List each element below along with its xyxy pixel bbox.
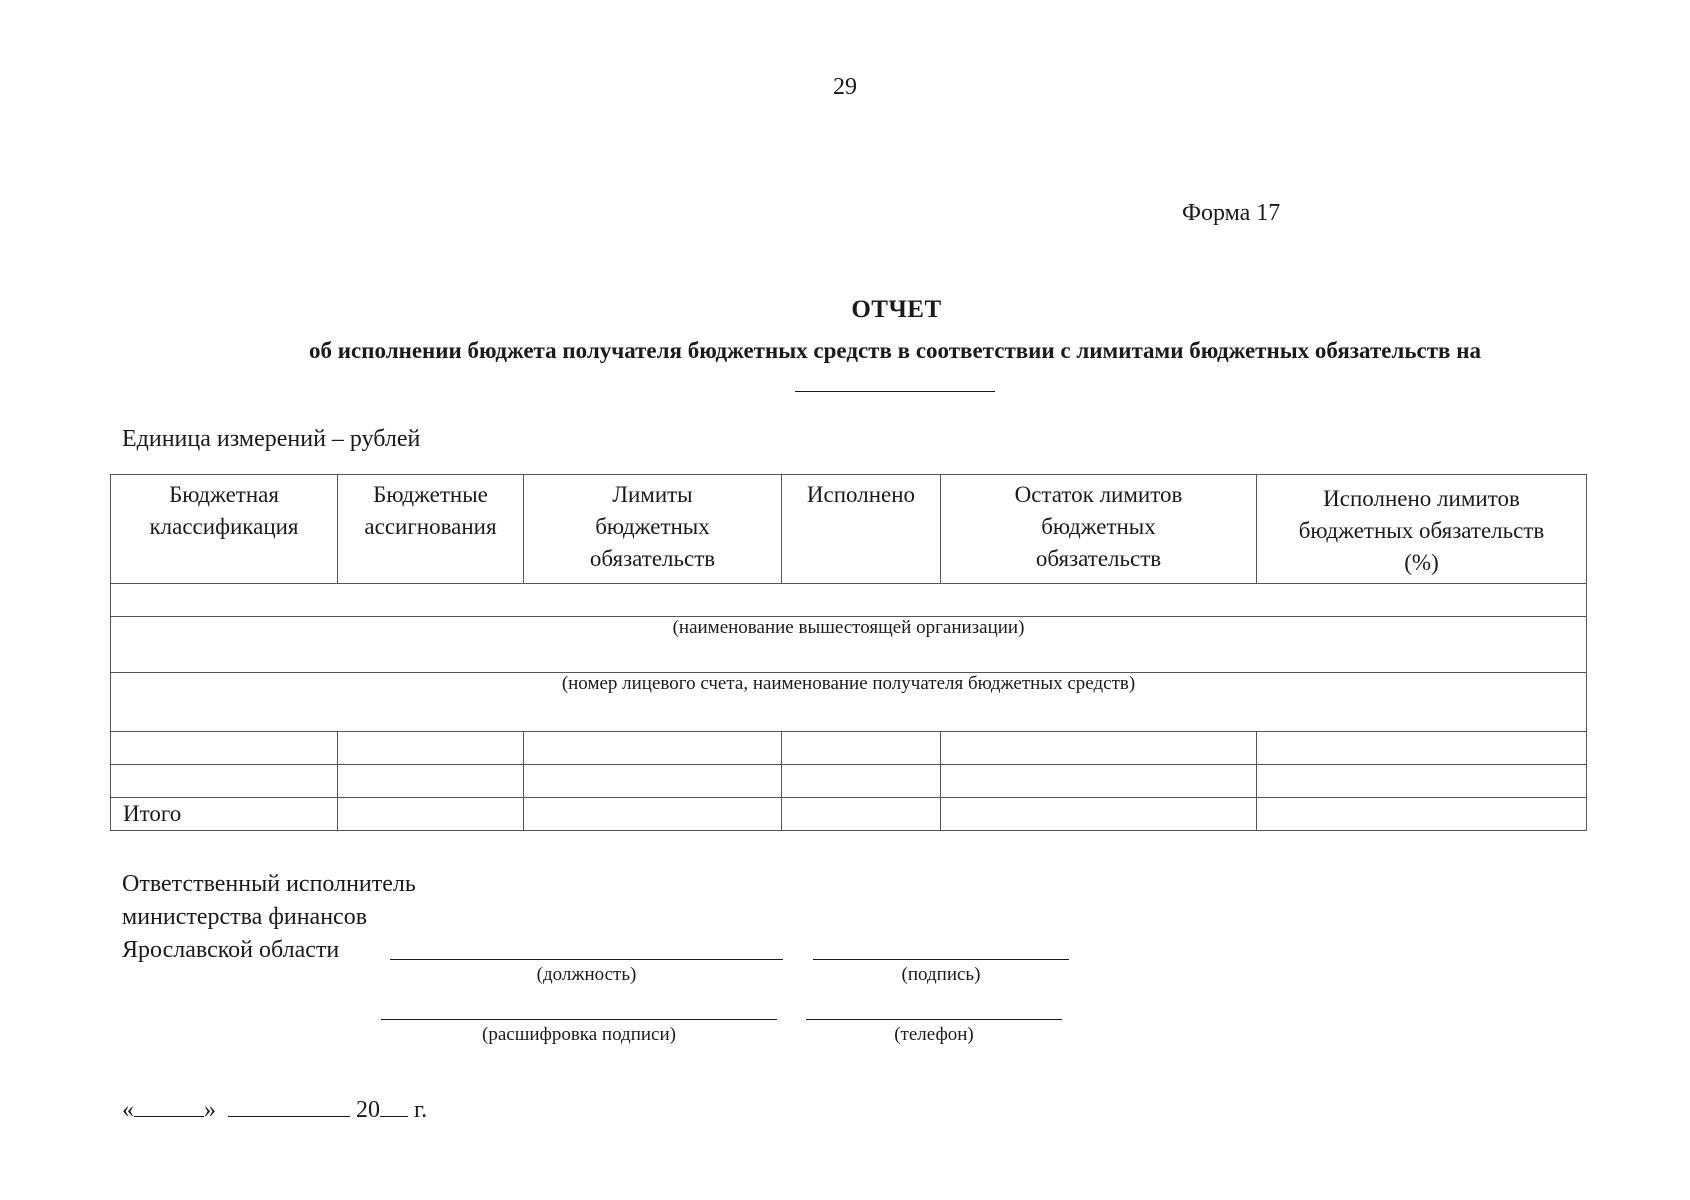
units-label: Единица измерений – рублей — [122, 426, 421, 452]
table-cell[interactable] — [1257, 732, 1587, 765]
column-header — [111, 475, 338, 584]
column-header-text: Остаток лимитов бюджетных обязательств — [1014, 482, 1183, 571]
column-header-text: Исполнено лимитов бюджетных обязательств (%) — [1298, 486, 1545, 575]
table-cell[interactable] — [524, 798, 782, 831]
phone-line[interactable] — [806, 1019, 1062, 1020]
date-close-quote: » — [204, 1097, 216, 1123]
date-line — [122, 1096, 427, 1124]
table-cell[interactable] — [782, 798, 941, 831]
date-open-quote: « — [122, 1097, 134, 1123]
table-cell[interactable] — [111, 732, 338, 765]
report-table — [110, 474, 1587, 831]
signature-caption: (подпись) — [901, 964, 981, 985]
column-header-text: Бюджетная классификация — [149, 482, 299, 539]
form-label: Форма 17 — [1182, 200, 1281, 226]
table-row — [111, 673, 1587, 732]
table-cell[interactable] — [941, 732, 1257, 765]
column-header — [524, 475, 782, 584]
column-header — [1257, 475, 1587, 584]
report-subtitle — [250, 334, 1540, 402]
responsible-line: Ответственный исполнитель — [122, 871, 416, 897]
responsible-line: Ярославской области — [122, 937, 340, 963]
column-header-text: Бюджетные ассигнования — [364, 482, 497, 539]
signature-decode-caption: (расшифровка подписи) — [482, 1024, 676, 1045]
table-header-row — [111, 475, 1587, 584]
date-year-prefix: 20 — [356, 1097, 380, 1123]
table-row — [111, 732, 1587, 765]
responsible-block — [122, 868, 416, 967]
column-header — [338, 475, 524, 584]
table-cell[interactable] — [1257, 765, 1587, 798]
date-month-blank[interactable] — [228, 1096, 350, 1117]
signature-decode-line[interactable] — [381, 1019, 777, 1020]
report-title: ОТЧЕТ — [851, 296, 942, 323]
table-cell[interactable] — [524, 765, 782, 798]
report-date-blank — [795, 369, 995, 392]
table-cell[interactable] — [941, 765, 1257, 798]
report-subtitle-text: об исполнении бюджета получателя бюджетных средств в соответствии с лимитами бюджетных обязательств на — [309, 338, 1481, 363]
table-cell[interactable] — [111, 584, 1587, 617]
table-cell[interactable] — [782, 765, 941, 798]
date-year-suffix: г. — [414, 1097, 428, 1123]
table-cell[interactable] — [338, 765, 524, 798]
table-cell[interactable] — [782, 732, 941, 765]
page-number: 29 — [833, 74, 857, 100]
table-cell[interactable] — [338, 798, 524, 831]
table-cell[interactable] — [111, 765, 338, 798]
column-header-text: Исполнено — [806, 482, 916, 507]
total-label: Итого — [111, 798, 338, 831]
responsible-line: министерства финансов — [122, 904, 368, 930]
table-row — [111, 617, 1587, 673]
signature-line[interactable] — [813, 959, 1069, 960]
date-day-blank[interactable] — [134, 1096, 204, 1117]
table-cell[interactable] — [941, 798, 1257, 831]
position-line[interactable] — [390, 959, 783, 960]
org-name-note[interactable]: (наименование вышестоящей организации) — [111, 617, 1587, 673]
phone-caption: (телефон) — [894, 1024, 974, 1045]
table-row — [111, 765, 1587, 798]
total-row — [111, 798, 1587, 831]
date-year-blank[interactable] — [380, 1096, 408, 1117]
column-header — [941, 475, 1257, 584]
column-header — [782, 475, 941, 584]
table-cell[interactable] — [338, 732, 524, 765]
table-row — [111, 584, 1587, 617]
column-header-text: Лимиты бюджетных обязательств — [589, 482, 716, 571]
table-cell[interactable] — [1257, 798, 1587, 831]
table-cell[interactable] — [524, 732, 782, 765]
account-note[interactable]: (номер лицевого счета, наименование получателя бюджетных средств) — [111, 673, 1587, 732]
position-caption: (должность) — [536, 964, 637, 985]
